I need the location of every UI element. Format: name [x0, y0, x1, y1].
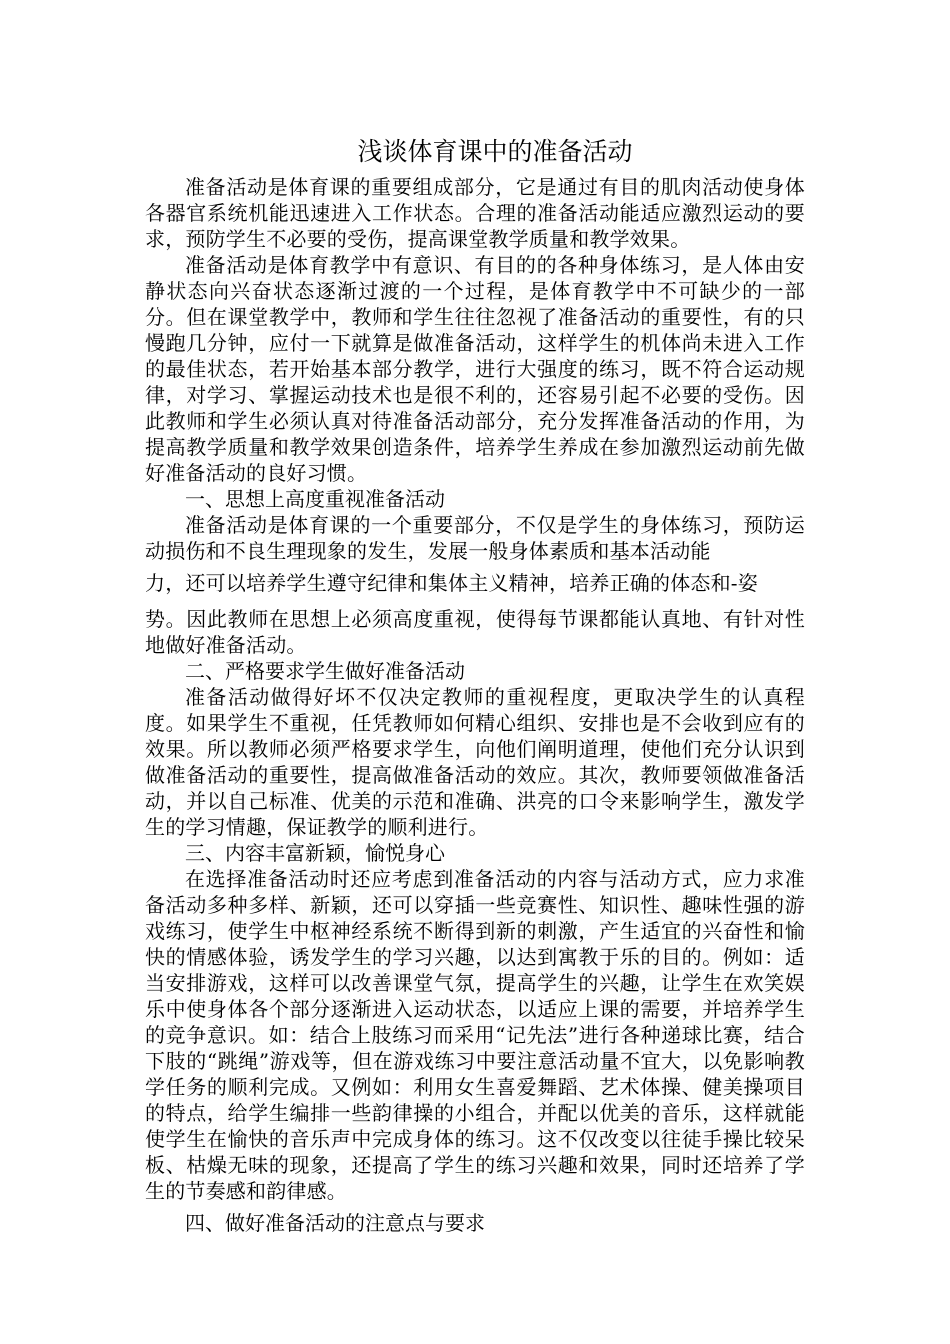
section-1-paragraph-part-a: 准备活动是体育课的一个重要部分，不仅是学生的身体练习，预防运动损伤和不良生理现象的发生，发展一般身体素质和基本活动能	[145, 513, 805, 563]
document-page	[145, 130, 805, 1238]
section-2-heading: 二、严格要求学生做好准备活动	[185, 659, 465, 683]
intro-paragraph-2: 准备活动是体育教学中有意识、有目的的各种身体练习，是人体由安静状态向兴奋状态逐渐过渡的一个过程，是体育教学中不可缺少的一部分。但在课堂教学中，教师和学生往往忽视了准备活动的重要性，有的只慢跑几分钟，应付一下就算是做准备活动，这样学生的机体尚未进入工作的最佳状态，若开始基本部分教学，进行大强度的练习，既不符合运动规律，对学习、掌握运动技术也是很不利的，还容易引起不必要的受伤。因此教师和学生必须认真对待准备活动部分，充分发挥准备活动的作用，为提高教学质量和教学效果创造条件，培养学生养成在参加激烈运动前先做好准备活动的良好习惯。	[145, 253, 805, 485]
section-1-paragraph-part-c: 势。因此教师在思想上必须高度重视，使得每节课都能认真地、有针对性地做好准备活动。	[145, 607, 805, 657]
section-1-paragraph-part-b: 力，还可以培养学生遵守纪律和集体主义精神，培养正确的体态和-姿	[145, 571, 758, 595]
document-title: 浅谈体育课中的准备活动	[357, 137, 633, 166]
section-2-paragraph: 准备活动做得好坏不仅决定教师的重视程度，更取决学生的认真程度。如果学生不重视，任凭教师如何精心组织、安排也是不会收到应有的效果。所以教师必须严格要求学生，向他们阐明道理，使他们充分认识到做准备活动的重要性，提高做准备活动的效应。其次，教师要领做准备活动，并以自己标准、优美的示范和准确、洪亮的口令来影响学生，激发学生的学习情趣，保证教学的顺利进行。	[145, 685, 805, 839]
section-1-heading: 一、思想上高度重视准备活动	[185, 487, 445, 511]
section-4-heading: 四、做好准备活动的注意点与要求	[185, 1211, 485, 1235]
section-3-paragraph: 在选择准备活动时还应考虑到准备活动的内容与活动方式，应力求准备活动多种多样、新颖，还可以穿插一些竞赛性、知识性、趣味性强的游戏练习，使学生中枢神经系统不断得到新的刺激，产生适宜的兴奋性和愉快的情感体验，诱发学生的学习兴趣，以达到寓教于乐的目的。例如：适当安排游戏，这样可以改善课堂气氛，提高学生的兴趣，让学生在欢笑娱乐中使身体各个部分逐渐进入运动状态，以适应上课的需要，并培养学生的竞争意识。如：结合上肢练习而采用“记先法”进行各种递球比赛，结合下肢的“跳绳”游戏等，但在游戏练习中要注意活动量不宜大，以免影响教学任务的顺利完成。又例如：利用女生喜爱舞蹈、艺术体操、健美操项目的特点，给学生编排一些韵律操的小组合，并配以优美的音乐，这样就能使学生在愉快的音乐声中完成身体的练习。这不仅改变以往徒手操比较呆板、枯燥无味的现象，还提高了学生的练习兴趣和效果，同时还培养了学生的节奏感和韵律感。	[145, 867, 805, 1203]
intro-paragraph-1: 准备活动是体育课的重要组成部分，它是通过有目的肌肉活动使身体各器官系统机能迅速进入工作状态。合理的准备活动能适应激烈运动的要求，预防学生不必要的受伤，提高课堂教学质量和教学效果。	[145, 175, 805, 251]
section-3-heading: 三、内容丰富新颖，愉悦身心	[185, 841, 445, 865]
